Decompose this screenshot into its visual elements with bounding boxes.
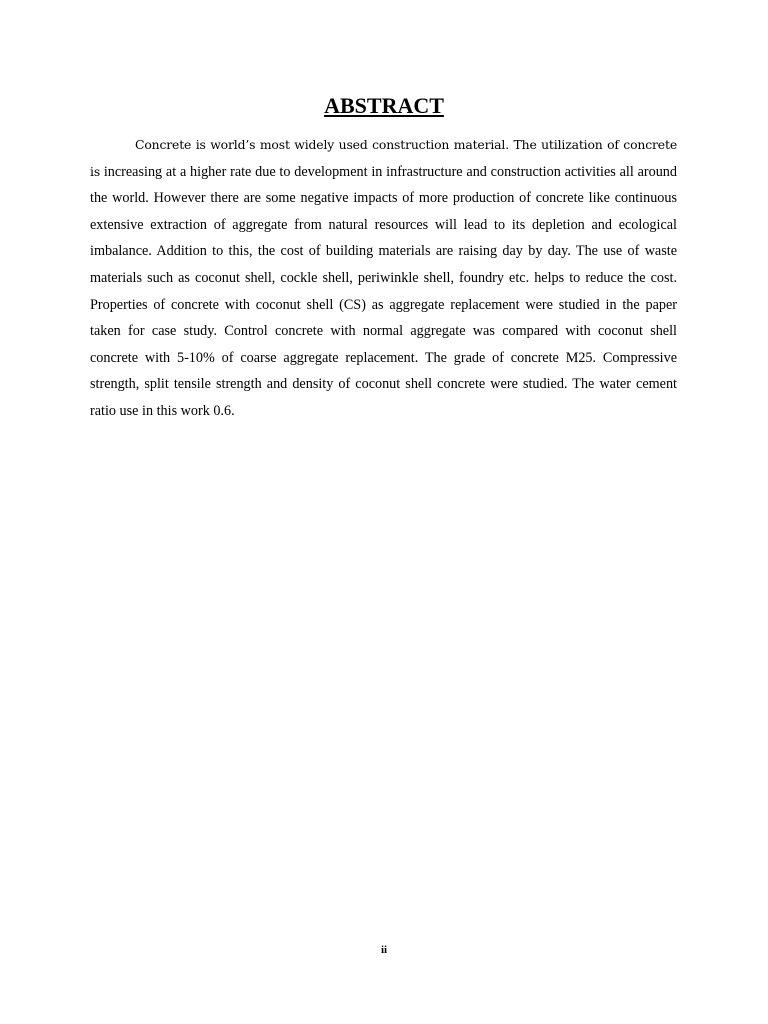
abstract-paragraph	[90, 132, 677, 425]
abstract-heading: ABSTRACT	[324, 93, 444, 118]
abstract-body-text: increasing at a higher rate due to development in infrastructure and construction activities all around the world. However there are some negative impacts of more production of concrete like continuous extensive extraction of aggregate from natural resources will lead to its depletion and ecological imbalance. Addition to this, the cost of building materials are raising day by day. The use of waste materials such as coconut shell, cockle shell, periwinkle shell, foundry etc. helps to reduce the cost. Properties of concrete with coconut shell (CS) as aggregate replacement were studied in the paper taken for case study. Control concrete with normal aggregate was compared with coconut shell concrete with 5-10% of coarse aggregate replacement. The grade of concrete M25. Compressive strength, split tensile strength and density of coconut shell concrete were studied. The water cement ratio use in this work 0.6.	[90, 163, 677, 419]
page-number: ii	[380, 944, 388, 956]
abstract-first-line: Concrete is world’s most widely used construction material. The utilization of concrete is	[90, 137, 677, 179]
